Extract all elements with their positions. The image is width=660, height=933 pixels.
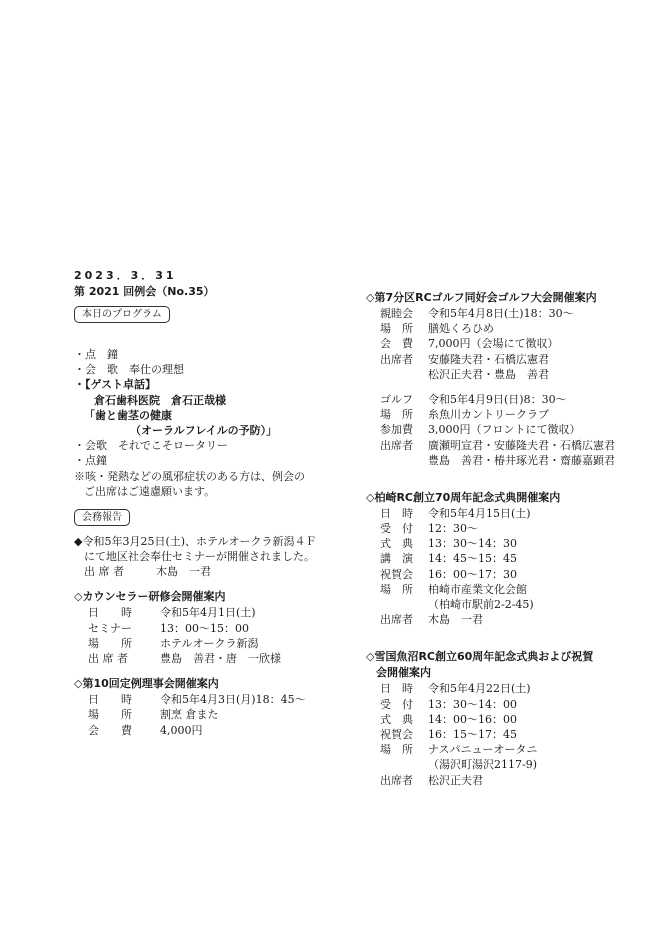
row-value: 令和5年4月15日(土) — [428, 506, 531, 520]
row-value: 令和5年4月8日(土)18：30〜 — [428, 307, 574, 320]
row-value: 令和5年4月1日(土) — [160, 606, 256, 620]
row-label: 講 演 — [380, 552, 413, 566]
row-value: 柏崎市産業文化会館 — [428, 582, 527, 596]
seminar-line: ◆令和5年3月25日(土)、ホテルオークラ新潟４Ｆ — [74, 534, 317, 548]
golf-round-rows — [366, 392, 636, 468]
meeting-number: 第 2021 回例会（No.35） — [74, 285, 215, 298]
row-value: 豊島 善君・唐 一欣様 — [160, 652, 281, 665]
row-label: 場 所 — [380, 743, 413, 757]
row-label: 出 席 者 — [88, 652, 128, 665]
row-value: 豊島 善君・椿井琢光君・齋藤嘉顕君 — [428, 453, 615, 467]
row-label: 出席者 — [380, 352, 413, 366]
row-label: 出席者 — [380, 438, 413, 452]
row-label: ゴルフ — [380, 392, 413, 406]
row-label: 祝賀会 — [380, 567, 413, 581]
attendee-value: 木島 一君 — [156, 565, 211, 579]
row-value: 松沢正夫君 — [428, 773, 483, 787]
program-item: ご出席はご遠慮願います。 — [84, 484, 216, 498]
row-value: ホテルオークラ新潟 — [160, 636, 259, 650]
row-label: 場 所 — [380, 408, 413, 422]
row-label: 祝賀会 — [380, 727, 413, 741]
row-label: 場 所 — [380, 322, 413, 336]
attendee-label: 出 席 者 — [84, 565, 124, 579]
kashiwazaki-title: ◇柏崎RC創立70周年記念式典開催案内 — [366, 490, 561, 504]
row-label: 日 時 — [88, 606, 132, 620]
uonuma-title: ◇雪国魚沼RC創立60周年記念式典および祝賀 — [366, 650, 594, 664]
seminar-report — [74, 534, 344, 580]
row-label: 会 費 — [380, 337, 413, 351]
program-item: ・点鐘 — [74, 454, 107, 468]
program-item: ・【ゲスト卓話】 — [74, 378, 157, 392]
row-value: 13：30〜14：00 — [428, 697, 517, 711]
row-value: 3,000円（フロントにて徴収） — [428, 423, 581, 437]
row-label: 式 典 — [380, 712, 413, 726]
row-value: 割烹 倉また — [160, 708, 219, 722]
row-label: 日 時 — [380, 682, 413, 696]
row-value: 13：30〜14：30 — [428, 537, 517, 551]
report-heading: 会務報告 — [74, 509, 130, 526]
golf-social-rows — [366, 306, 636, 382]
row-value: 7,000円（会場にて徴収） — [428, 337, 559, 351]
program-item: 「歯と歯茎の健康 — [84, 408, 172, 422]
board-title: ◇第10回定例理事会開催案内 — [74, 677, 219, 691]
row-value: 12：30〜 — [428, 522, 478, 536]
row-value: 14：45〜15：45 — [428, 552, 517, 566]
row-value: 令和5年4月9日(日)8：30〜 — [428, 392, 567, 406]
row-label: 場 所 — [380, 582, 413, 596]
row-label: 場 所 — [88, 708, 132, 722]
row-value: 安藤隆夫君・石橋広憲君 — [428, 352, 549, 366]
right-column — [366, 290, 636, 788]
seminar-line: にて地区社会奉仕セミナーが開催されました。 — [84, 550, 315, 564]
row-value: 令和5年4月3日(月)18：45〜 — [160, 693, 306, 707]
row-value: 13：00〜15：00 — [160, 621, 249, 635]
row-label: 場 所 — [88, 636, 132, 650]
left-column — [74, 268, 344, 738]
row-value: 令和5年4月22日(土) — [428, 682, 531, 696]
row-value: （柏崎市駅前2-2-45) — [428, 598, 534, 611]
program-item: ・会歌 それでこそロータリー — [74, 439, 228, 453]
board-rows — [74, 692, 344, 738]
counselor-title: ◇カウンセラー研修会開催案内 — [74, 590, 226, 604]
row-value: 木島 一君 — [428, 613, 483, 627]
row-value: ナスパニューオータニ — [428, 743, 538, 757]
golf-title: ◇第7分区RCゴルフ同好会ゴルフ大会開催案内 — [366, 291, 597, 304]
program-item: ※咳・発熱などの風邪症状のある方は、例会の — [74, 469, 305, 483]
row-label: 日 時 — [380, 506, 413, 520]
counselor-rows — [74, 605, 344, 666]
row-value: 16：00〜17：30 — [428, 567, 517, 581]
row-value: 廣瀬明宣君・安藤隆夫君・石橋広憲君 — [428, 438, 615, 452]
program-item: ・点 鐘 — [74, 348, 118, 361]
row-value: 膳処くろひめ — [428, 322, 494, 336]
row-label: 受 付 — [380, 522, 413, 536]
row-label: 会 費 — [88, 723, 132, 737]
row-label: 出席者 — [380, 613, 413, 627]
row-value: 16：15〜17：45 — [428, 727, 517, 741]
row-value: 14：00〜16：00 — [428, 712, 517, 726]
row-label: 親睦会 — [380, 307, 413, 320]
row-value: 4,000円 — [160, 723, 203, 737]
row-value: 松沢正夫君・豊島 善君 — [428, 367, 549, 381]
kashiwazaki-rows — [366, 506, 636, 628]
program-item: 倉石歯科医院 倉石正哉様 — [94, 393, 226, 407]
uonuma-rows — [366, 681, 636, 787]
row-label: 出席者 — [380, 773, 413, 787]
row-label: 式 典 — [380, 537, 413, 551]
row-value: 糸魚川カントリークラブ — [428, 408, 549, 422]
row-label: 受 付 — [380, 697, 413, 711]
program-item: ・会 歌 奉仕の理想 — [74, 363, 184, 377]
meeting-date: 2023．3．31 — [74, 269, 177, 282]
uonuma-title-cont: 会開催案内 — [376, 666, 431, 680]
program-heading: 本日のプログラム — [74, 306, 170, 323]
row-label: セミナー — [88, 621, 132, 635]
row-label: 参加費 — [380, 423, 413, 437]
program-item: （オーラルフレイルの予防）」 — [130, 423, 278, 437]
program-list — [74, 347, 344, 499]
row-value: （湯沢町湯沢2117-9) — [428, 758, 538, 772]
row-label: 日 時 — [88, 693, 132, 707]
